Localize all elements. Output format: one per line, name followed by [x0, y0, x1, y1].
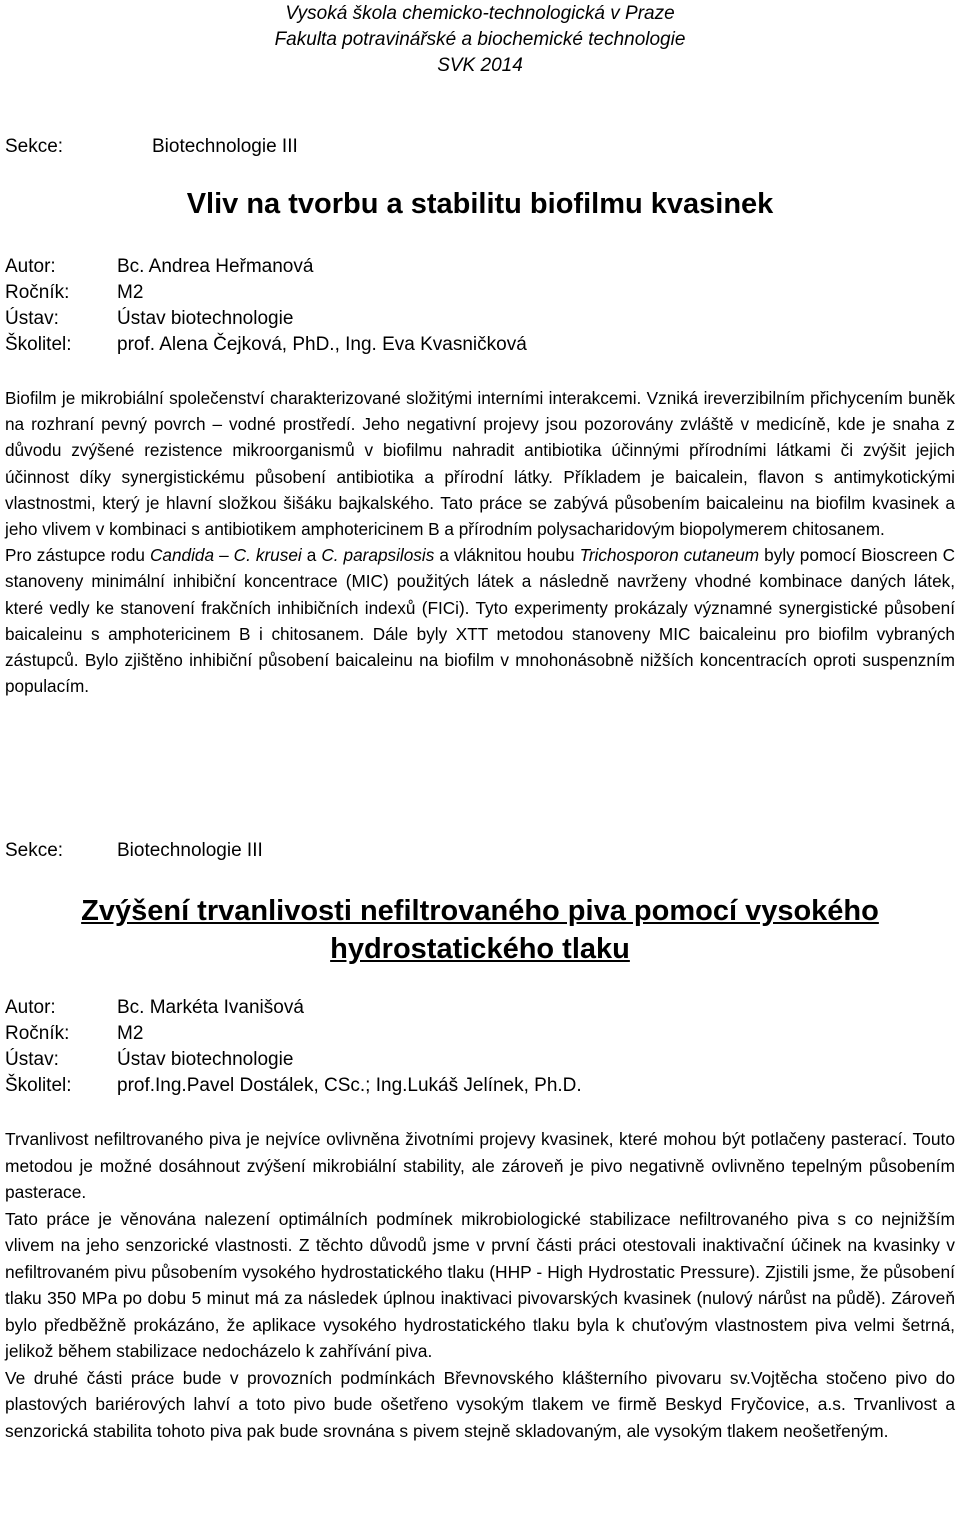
year-label: Ročník: — [5, 1023, 70, 1044]
institute-label: Ústav: — [5, 1049, 59, 1070]
supervisor-value: prof.Ing.Pavel Dostálek, CSc.; Ing.Lukáš Jelínek, Ph.D. — [117, 1075, 582, 1096]
institute-row — [5, 1047, 582, 1073]
year-value: M2 — [117, 1023, 144, 1044]
supervisor-value: prof. Alena Čejková, PhD., Ing. Eva Kvasničková — [117, 334, 527, 355]
abstract-paragraph: Trvanlivost nefiltrovaného piva je nejvíce ovlivněna životními projevy kvasinek, které mohou být potlačeny pasterací. Touto metodou je možné dosáhnout zvýšení mikrobiální stability, ale zároveň je pivo negativně ovlivněno tepelným působením pasterace. — [5, 1129, 955, 1202]
supervisor-label: Školitel: — [5, 1075, 72, 1096]
abstract-paragraph: Pro zástupce rodu Candida – C. krusei a C. parapsilosis a vláknitou houbu Trichosporon cutaneum byly pomocí Bioscreen C stanoveny minimální inhibiční koncentrace (MIC) použitých látek a následně navrženy vhodné kombinace daných látek, které vedly ke stanovení frakčních inhibičních indexů (FICi). Tyto experimenty prokázaly významné synergistické působení baicaleinu s amphotericinem B i chitosanem. Dále byly XTT metodou stanoveny MIC baicaleinu pro biofilm vybraných zástupců. Bylo zjištěno inhibiční působení baicaleinu na biofilm v mnohonásobně nižších koncentracích oproti suspenzním populacím. — [5, 545, 956, 697]
abstract-paragraph: Ve druhé části práce bude v provozních podmínkách Břevnovského klášterního pivovaru sv.Vojtěcha stočeno pivo do plastových bariérových lahví a toto pivo bude ošetřeno vysokým tlakem ve firmě Beskyd Fryčovice, a.s. Trvanlivost a senzorická stabilita tohoto piva pak bude srovnána s pivem stejně skladovaným, ale vysokým tlakem neošetřeným. — [5, 1367, 955, 1441]
institute-row — [5, 306, 527, 332]
section-value: Biotechnologie III — [117, 840, 263, 861]
section-label: Sekce: — [5, 840, 64, 861]
author-row — [5, 995, 582, 1021]
abstract-paragraph: Biofilm je mikrobiální společenství charakterizované složitými interními interakcemi. Vzniká ireverzibilním přichycením buněk na rozhraní pevný povrch – vodné prostředí. Jeho negativní projevy jsou pozorovány zvláště v medicíně, kde je snaha z důvodu zvýšené rezistence mikroorganismů v biofilmu nahradit antibiotika účinnými přírodními látkami či zvýšit jejich účinnost díky synergistickému působení antibiotika a přírodní látky. Příkladem je baicalein, flavon s antimykotickými vlastnostmi, který je hlavní složkou šišáku bajkalského. Tato práce se zabývá působením baicaleinu na biofilm kvasinek a jeho vlivem v kombinaci s antibiotikem amphotericinem B a přírodním polysacharidovým biopolymerem chitosanem. — [5, 388, 955, 540]
section-value: Biotechnologie III — [152, 136, 298, 157]
year-row — [5, 1021, 582, 1047]
author-row — [5, 254, 527, 280]
abstract-paragraph: Tato práce je věnována nalezení optimálních podmínek mikrobiologické stabilizace nefiltrovaného piva s co nejnižším vlivem na jeho senzorické vlastnosti. Z těchto důvodů jsme v první části práci otestovali inaktivační účinek na kvasinky v nefiltrovaném pivu působením vysokého hydrostatického tlaku (HHP - High Hydrostatic Pressure). Zjistili jsme, že působení tlaku 350 MPa po dobu 5 minut má za následek úplnou inaktivaci pivovarských kvasinek (nulový nárůst na půdě). Zároveň bylo předběžně prokázáno, že aplikace vysokého hydrostatického tlaku byla k chuťovým vlastnostem piva velmi šetrná, jelikož během stabilizace nedocházelo k zahřívání piva. — [5, 1208, 955, 1361]
article-title — [0, 892, 960, 968]
article-meta — [5, 995, 582, 1099]
article-meta — [5, 254, 527, 358]
author-label: Autor: — [5, 256, 56, 277]
supervisor-row — [5, 1073, 582, 1099]
author-label: Autor: — [5, 997, 56, 1018]
university-name: Vysoká škola chemicko-technologická v Praze — [285, 3, 675, 24]
section-line — [5, 136, 298, 158]
institute-value: Ústav biotechnologie — [117, 308, 294, 329]
author-value: Bc. Andrea Heřmanová — [117, 256, 314, 277]
abstract — [5, 385, 955, 699]
article-title-line: hydrostatického tlaku — [330, 933, 630, 965]
article-title-line: Zvýšení trvanlivosti nefiltrovaného piva pomocí vysokého — [81, 895, 879, 927]
year-label: Ročník: — [5, 282, 70, 303]
institute-label: Ústav: — [5, 308, 59, 329]
conference-name: SVK 2014 — [437, 55, 523, 76]
abstract — [5, 1126, 955, 1444]
section-label: Sekce: — [5, 136, 64, 157]
supervisor-row — [5, 332, 527, 358]
institute-value: Ústav biotechnologie — [117, 1049, 294, 1070]
section-line — [5, 840, 263, 862]
year-value: M2 — [117, 282, 144, 303]
page-header — [0, 0, 960, 79]
year-row — [5, 280, 527, 306]
faculty-name: Fakulta potravinářské a biochemické technologie — [274, 29, 686, 50]
supervisor-label: Školitel: — [5, 334, 72, 355]
author-value: Bc. Markéta Ivanišová — [117, 997, 304, 1018]
article-title: Vliv na tvorbu a stabilitu biofilmu kvasinek — [186, 188, 774, 220]
